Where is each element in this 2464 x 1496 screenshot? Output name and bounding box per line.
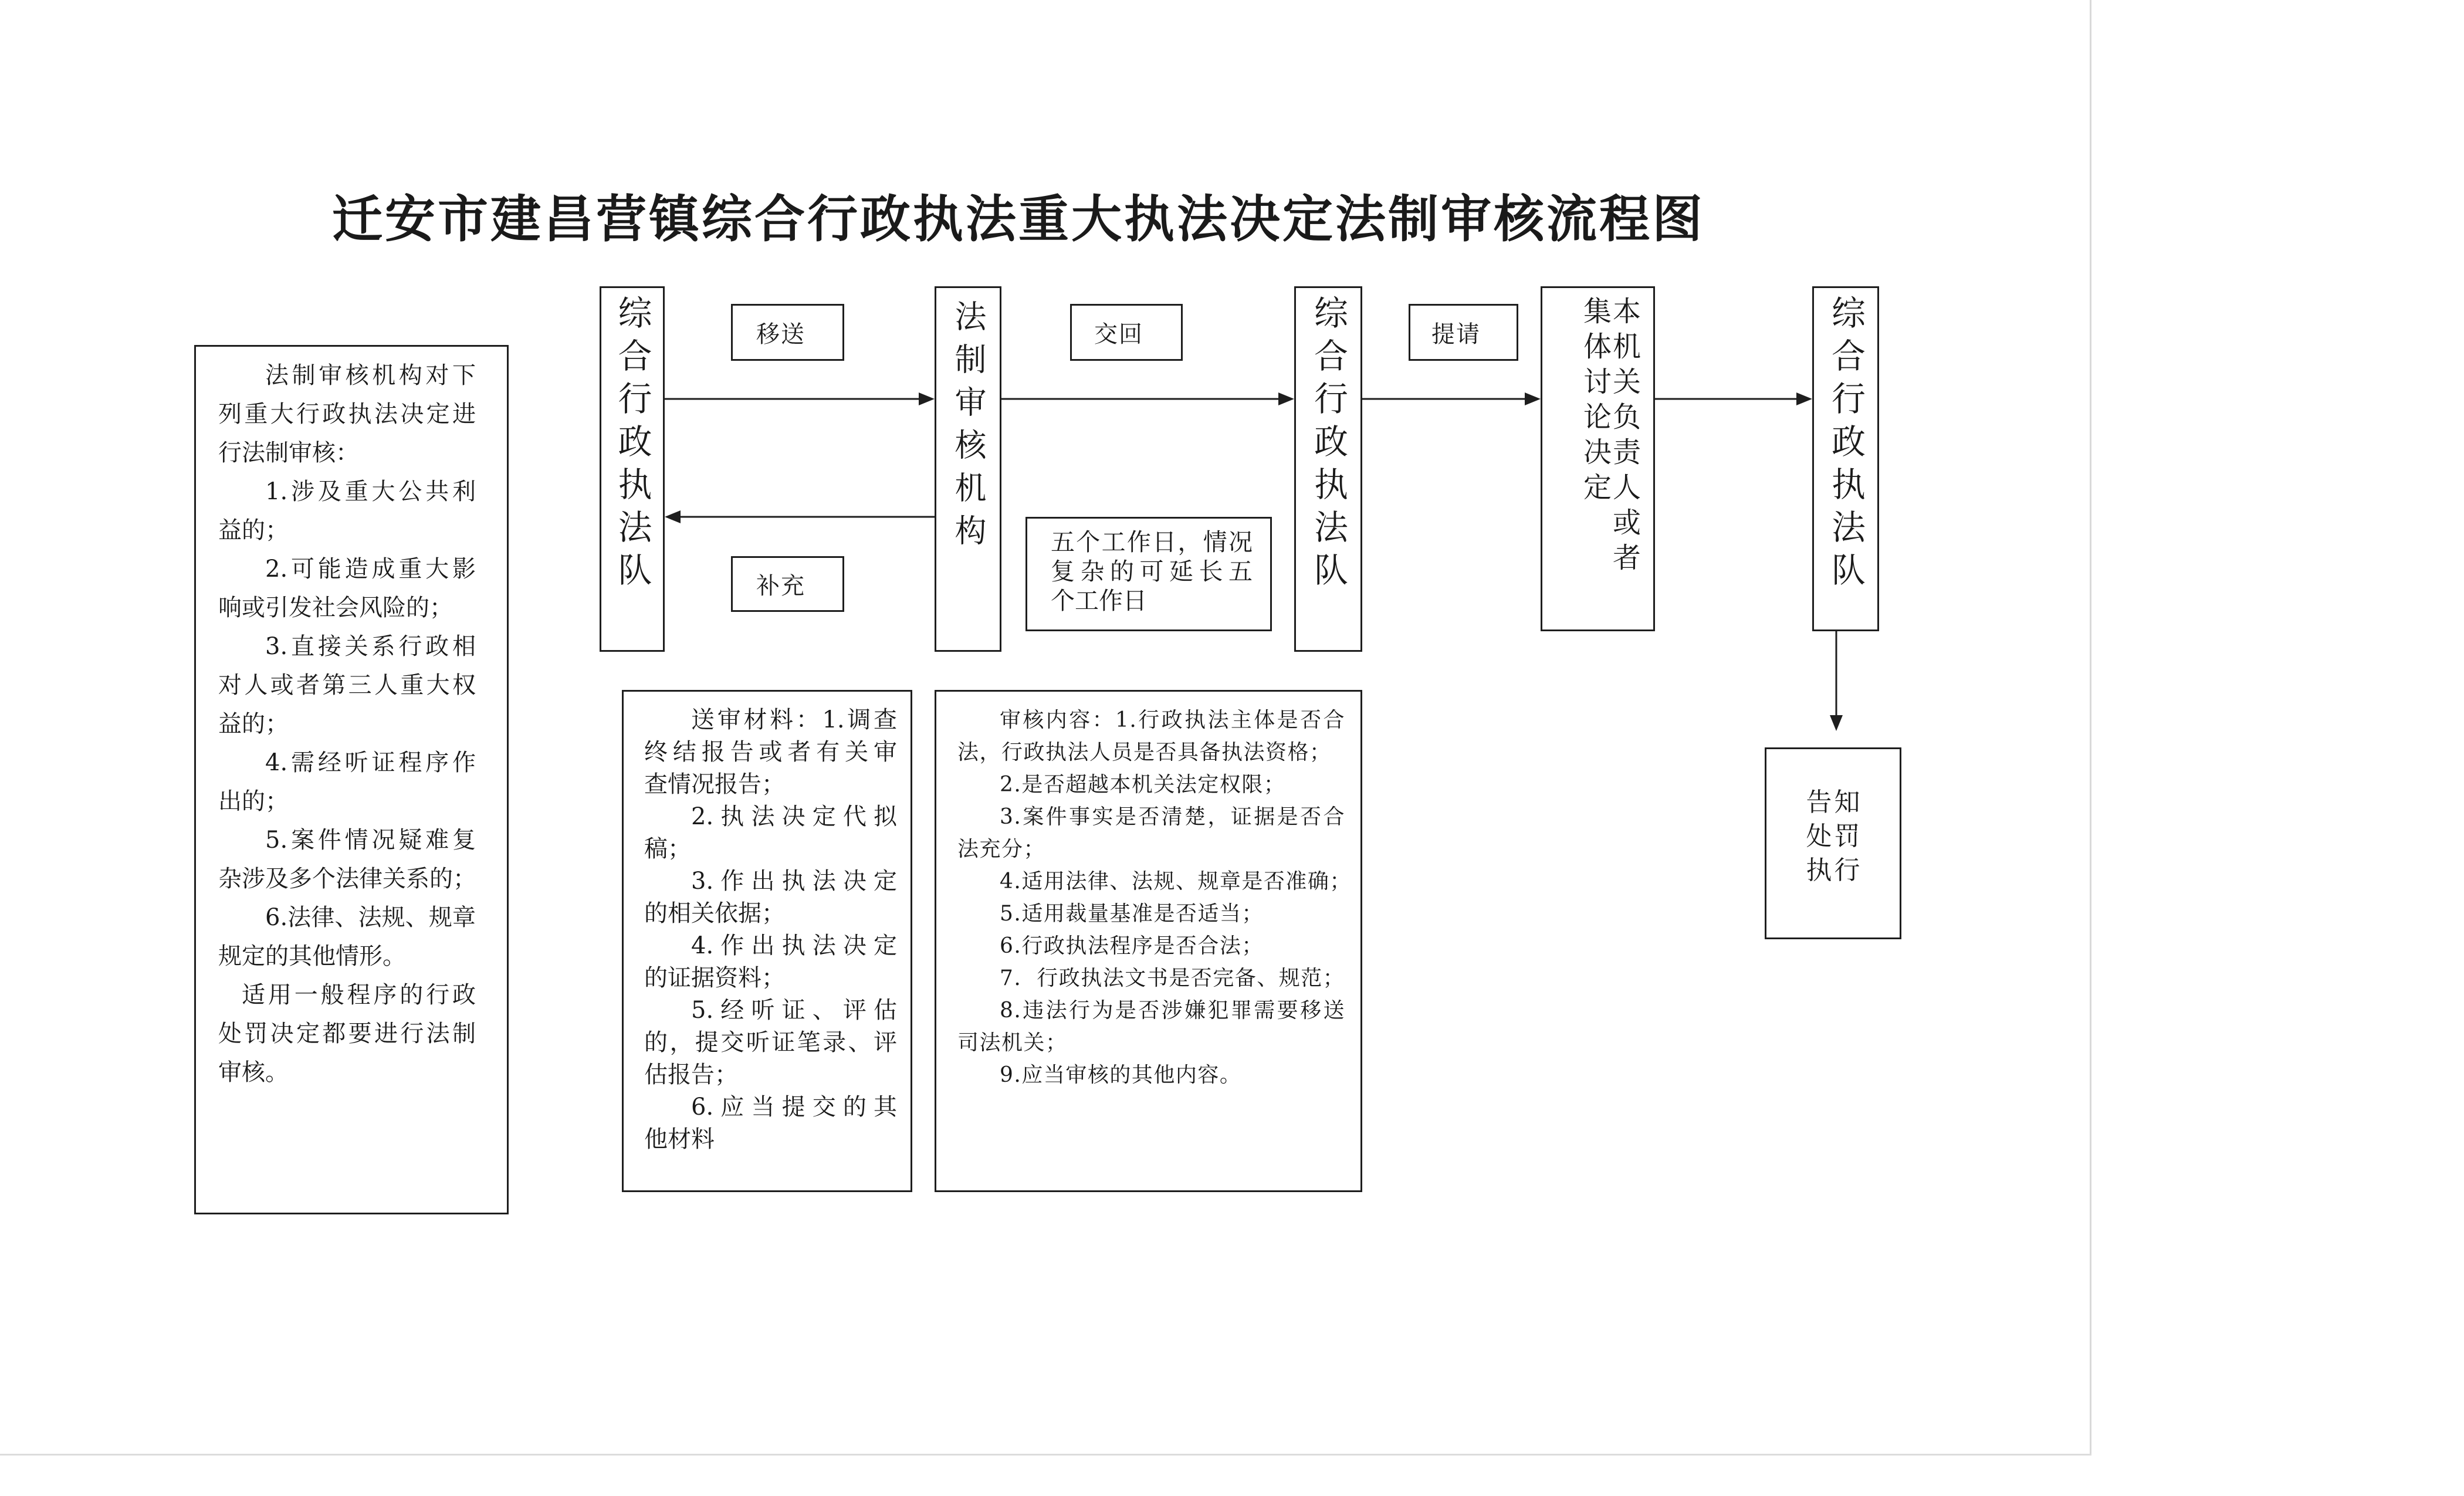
- edge-label-text: 补充: [756, 573, 805, 600]
- materials-paragraph: [644, 930, 911, 994]
- arrow-transfer-head: [919, 392, 935, 405]
- criteria-paragraph: [218, 627, 507, 743]
- content-paragraph: [957, 898, 1360, 930]
- review-content-box: [935, 690, 1362, 1192]
- criteria-paragraph: [218, 356, 507, 472]
- criteria-line: 处罚决定都要进行法制: [218, 1020, 476, 1047]
- edge-label-submit: [1409, 304, 1518, 361]
- criteria-line: 益的；: [218, 710, 289, 737]
- edge-label-supplement: [731, 556, 844, 612]
- node-label: [1580, 296, 1639, 578]
- materials-line: 5.经听证、评估: [691, 997, 897, 1024]
- materials-paragraph: [644, 704, 911, 801]
- materials-line: 3.作出执法决定: [691, 868, 897, 895]
- criteria-line: 6.法律、法规、规章: [265, 904, 476, 931]
- materials-paragraph: [644, 865, 911, 930]
- node-label: 法制审核机构: [950, 300, 987, 557]
- materials-line: 稿；: [644, 835, 691, 862]
- criteria-line: 响或引发社会风险的；: [218, 594, 453, 621]
- criteria-line: 2.可能造成重大影: [265, 556, 476, 583]
- criteria-line: 规定的其他情形。: [218, 943, 406, 970]
- node-decision-authority: [1541, 286, 1655, 631]
- content-line: 法充分；: [957, 837, 1046, 861]
- page-title: 迁安市建昌营镇综合行政执法重大执法决定法制审核流程图: [332, 190, 1705, 249]
- materials-paragraph: [644, 1091, 911, 1156]
- arrow-return-head: [1278, 392, 1294, 405]
- materials-line: 4.作出执法决定: [691, 932, 897, 959]
- edge-label-text: 交回: [1094, 321, 1143, 348]
- node-label: 综合行政执法队: [1826, 295, 1866, 595]
- materials-line: 送审材料：1.调查: [691, 706, 897, 733]
- materials-line: 他材料: [644, 1126, 715, 1153]
- submission-materials-box: [622, 690, 912, 1192]
- criteria-line: 对人或者第三人重大权: [218, 672, 476, 699]
- criteria-paragraph: [218, 898, 507, 976]
- review-criteria-box: [194, 345, 509, 1214]
- node-label-line: 处罚: [1806, 821, 1863, 851]
- arrow-submit: [1362, 392, 1541, 405]
- criteria-line: 行法制审核：: [218, 439, 359, 466]
- criteria-line: 出的；: [218, 788, 289, 815]
- node-label: 综合行政执法队: [1308, 295, 1348, 595]
- criteria-paragraph: [218, 821, 507, 898]
- content-paragraph: [957, 994, 1360, 1059]
- arrow-supplement: [665, 510, 935, 523]
- review-time-limit-note: [1025, 517, 1272, 631]
- content-paragraph: [957, 704, 1360, 769]
- content-line: 审核内容：1.行政执法主体是否合: [1000, 708, 1345, 732]
- edge-label-return: [1070, 304, 1183, 361]
- content-paragraph: [957, 769, 1360, 801]
- node-enforcement-team-middle: [1294, 286, 1362, 652]
- page-edge-right: [2090, 0, 2091, 1455]
- content-line: 司法机关；: [957, 1031, 1068, 1055]
- criteria-paragraph: [218, 743, 507, 821]
- arrow-to-notify: [1830, 631, 1843, 731]
- edge-label-transfer: [731, 304, 844, 361]
- node-enforcement-team-start: [600, 286, 665, 652]
- materials-line: 终结报告或者有关审: [644, 739, 897, 766]
- materials-line: 的相关依据；: [644, 900, 785, 927]
- materials-paragraph: [644, 994, 911, 1091]
- criteria-line: 益的；: [218, 517, 289, 544]
- edge-label-text: 移送: [756, 321, 805, 348]
- arrow-return: [1001, 392, 1294, 405]
- content-paragraph: [957, 962, 1360, 994]
- content-paragraph: [957, 930, 1360, 962]
- criteria-line: 杂涉及多个法律关系的；: [218, 865, 476, 892]
- content-line: 8.违法行为是否涉嫌犯罪需要移送: [1000, 999, 1345, 1023]
- page-edge-bottom: [0, 1454, 2091, 1456]
- criteria-line: 法制审核机构对下: [265, 362, 476, 389]
- node-enforcement-team-end: [1812, 286, 1879, 631]
- criteria-line: 3.直接关系行政相: [265, 633, 476, 660]
- edge-label-text: 提请: [1431, 321, 1481, 348]
- content-line: 2.是否超越本机关法定权限；: [1000, 773, 1286, 797]
- node-notify-and-execute: [1765, 747, 1901, 939]
- criteria-line: 审核。: [218, 1059, 289, 1086]
- content-line: 法，行政执法人员是否具备执法资格；: [957, 740, 1332, 764]
- materials-line: 的，提交听证笔录、评: [644, 1029, 897, 1056]
- arrow-submit-head: [1525, 392, 1541, 405]
- node-label-column: 本机关负责人或者: [1607, 296, 1641, 578]
- arrow-transfer: [665, 392, 935, 405]
- note-line: 个工作日: [1051, 587, 1147, 615]
- arrow-supplement-head: [665, 510, 681, 523]
- materials-line: 2.执法决定代拟: [691, 803, 897, 830]
- content-paragraph: [957, 801, 1360, 865]
- arrow-to-enforcement-end-head: [1796, 392, 1812, 405]
- materials-line: 估报告；: [644, 1061, 738, 1088]
- content-line: 4.适用法律、法规、规章是否准确；: [1000, 869, 1352, 893]
- criteria-paragraph: [218, 472, 507, 550]
- materials-line: 6.应当提交的其: [691, 1094, 897, 1121]
- criteria-line: 5.案件情况疑难复: [265, 827, 476, 854]
- content-line: 9.应当审核的其他内容。: [1000, 1063, 1242, 1087]
- node-label: 综合行政执法队: [612, 295, 652, 595]
- node-label-line: 执行: [1806, 855, 1863, 885]
- node-legal-review-body: [935, 286, 1001, 652]
- content-paragraph: [957, 1059, 1360, 1091]
- materials-paragraph: [644, 801, 911, 865]
- criteria-line: 列重大行政执法决定进: [218, 401, 476, 428]
- content-line: 5.适用裁量基准是否适当；: [1000, 902, 1264, 926]
- content-line: 7. 行政执法文书是否完备、规范；: [1000, 966, 1345, 990]
- arrow-to-notify-head: [1830, 715, 1843, 731]
- content-line: 3.案件事实是否清楚，证据是否合: [1000, 805, 1345, 829]
- arrow-to-enforcement-end: [1655, 392, 1812, 405]
- note-line: 五个工作日，情况: [1051, 528, 1253, 556]
- criteria-line: 4.需经听证程序作: [265, 749, 476, 776]
- node-label-line: 告知: [1806, 787, 1863, 817]
- criteria-paragraph: [218, 550, 507, 627]
- criteria-line: 适用一般程序的行政: [242, 981, 476, 1008]
- materials-line: 的证据资料；: [644, 964, 785, 991]
- content-line: 6.行政执法程序是否合法；: [1000, 934, 1264, 958]
- criteria-paragraph: [218, 976, 507, 1092]
- criteria-line: 1.涉及重大公共利: [265, 478, 476, 505]
- content-paragraph: [957, 865, 1360, 898]
- node-label-column: 集体讨论决定: [1578, 296, 1612, 507]
- note-line: 复杂的可延长五: [1051, 557, 1253, 585]
- materials-line: 查情况报告；: [644, 771, 785, 798]
